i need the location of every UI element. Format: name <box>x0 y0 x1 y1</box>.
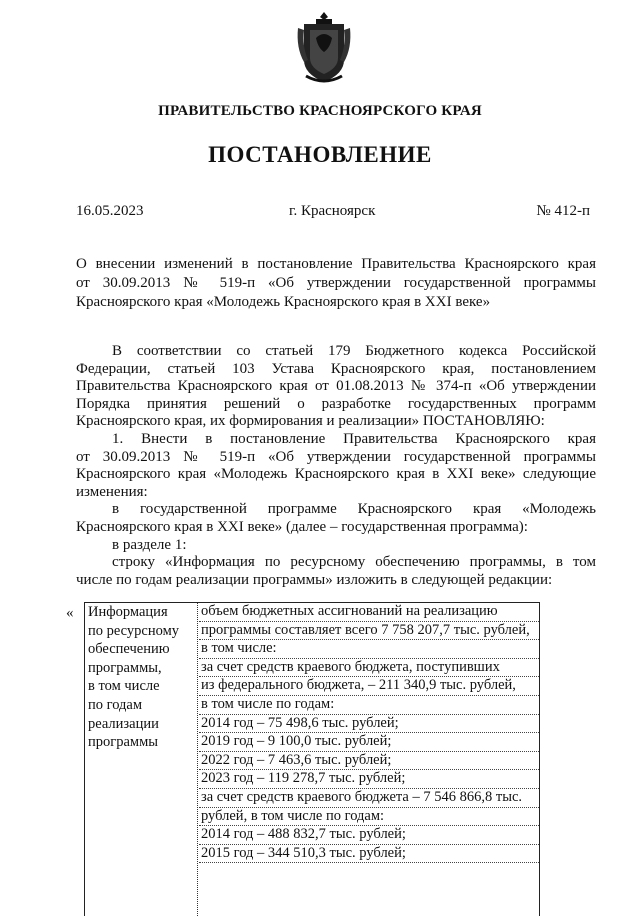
right-cell-line: из федерального бюджета, – 211 340,9 тыс. рублей, <box>199 677 539 696</box>
document-type-title: ПОСТАНОВЛЕНИЕ <box>208 142 432 167</box>
organization-title: ПРАВИТЕЛЬСТВО КРАСНОЯРСКОГО КРАЯ <box>158 103 482 119</box>
document-city: г. Красноярск <box>289 203 376 219</box>
right-cell-line: в том числе по годам: <box>199 696 539 715</box>
coat-of-arms-emblem <box>296 10 352 86</box>
document-body <box>76 343 596 589</box>
right-cell-line: 2014 год – 75 498,6 тыс. рублей; <box>199 715 539 734</box>
left-cell-line: по ресурсному <box>88 622 180 639</box>
left-cell-line: в том числе <box>88 678 160 695</box>
body-line: в государственной программе Красноярского края «Молодежь <box>112 501 596 518</box>
right-cell-line: объем бюджетных ассигнований на реализацию <box>199 603 539 622</box>
body-line: от 30.09.2013 № 519-п «Об утверждении государственной программы <box>76 448 596 465</box>
body-line: 1. Внести в постановление Правительства Красноярского края <box>112 430 596 447</box>
left-cell-line: реализации <box>88 715 159 732</box>
body-line: В соответствии со статьей 179 Бюджетного кодекса Российской <box>112 343 596 359</box>
right-cell-line: 2019 год – 9 100,0 тыс. рублей; <box>199 733 539 752</box>
right-cell-line: 2023 год – 119 278,7 тыс. рублей; <box>199 770 539 789</box>
table-right-cell <box>199 603 539 863</box>
left-cell-line: программы <box>88 734 158 751</box>
right-cell-line: за счет средств краевого бюджета, поступивших <box>199 659 539 678</box>
right-cell-line: за счет средств краевого бюджета – 7 546 866,8 тыс. <box>199 789 539 808</box>
right-cell-line: в том числе: <box>199 640 539 659</box>
subject-line: от 30.09.2013 № 519-п «Об утверждении государственной программы <box>76 275 596 291</box>
resource-info-table <box>84 602 540 916</box>
body-line: Порядка принятия решений о разработке государственных программ <box>76 395 596 412</box>
body-line: Красноярского края, их формирования и реализации» ПОСТАНОВЛЯЮ: <box>76 413 545 430</box>
right-cell-line: 2014 год – 488 832,7 тыс. рублей; <box>199 826 539 845</box>
open-quote-mark: « <box>66 605 74 621</box>
document-subject <box>76 255 596 312</box>
left-cell-line: программы, <box>88 659 162 676</box>
right-cell-line: рублей, в том числе по годам: <box>199 808 539 827</box>
document-date: 16.05.2023 <box>76 203 144 219</box>
subject-line: Красноярского края «Молодежь Красноярского края в XXI веке» <box>76 294 491 310</box>
left-cell-line: по годам <box>88 696 143 713</box>
subject-line: О внесении изменений в постановление Правительства Красноярского края <box>76 256 596 272</box>
right-cell-line: 2015 год – 344 510,3 тыс. рублей; <box>199 845 539 864</box>
body-line: Правительства Красноярского края от 01.08.2013 № 374-п «Об утверждении <box>76 378 596 395</box>
body-line: Красноярского края «Молодежь Красноярского края в XXI веке» следующие <box>76 466 596 483</box>
left-cell-line: Информация <box>88 604 168 620</box>
left-cell-line: обеспечению <box>88 641 170 658</box>
body-line: Красноярского края в XXI веке» (далее – государственная программа): <box>76 518 528 535</box>
body-line: Федерации, статьей 103 Устава Красноярского края, постановлением <box>76 360 596 377</box>
body-line: изменения: <box>76 483 148 500</box>
right-cell-line: 2022 год – 7 463,6 тыс. рублей; <box>199 752 539 771</box>
right-cell-line: программы составляет всего 7 758 207,7 тыс. рублей, <box>199 622 539 641</box>
table-left-cell <box>85 603 198 916</box>
document-number: № 412-п <box>536 203 590 219</box>
body-line: числе по годам реализации программы» изложить в следующей редакции: <box>76 571 553 588</box>
body-line: в разделе 1: <box>112 536 187 553</box>
body-line: строку «Информация по ресурсному обеспечению программы, в том <box>112 554 596 571</box>
